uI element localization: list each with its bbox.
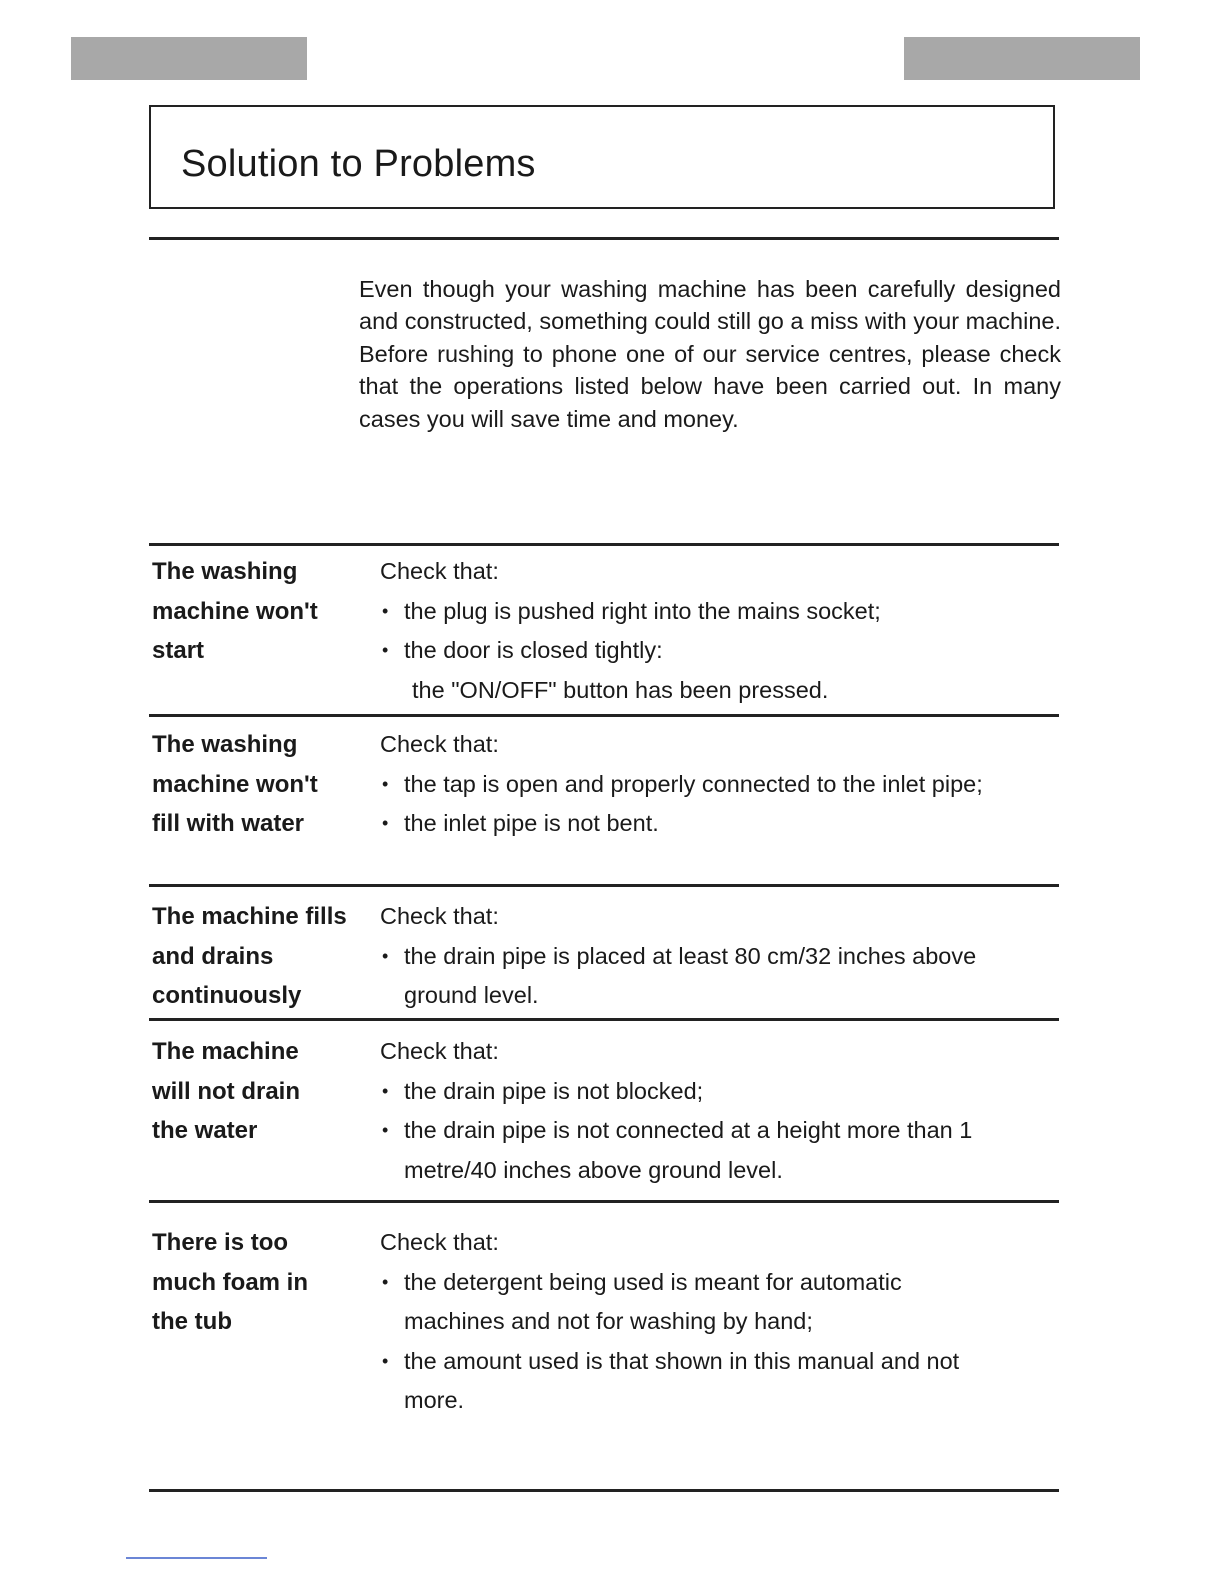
check-label: Check that:	[380, 1229, 499, 1255]
check-label: Check that:	[380, 558, 499, 584]
solution-block	[380, 1032, 1040, 1190]
divider	[149, 714, 1059, 717]
problem-title: The washing machine won't fill with water	[152, 731, 318, 837]
continuation-text: the "ON/OFF" button has been pressed.	[412, 676, 829, 703]
list-item: • the detergent being used is meant for automatic machines and not for washing by hand;	[380, 1263, 980, 1342]
problem-title: The machine will not drain the water	[152, 1038, 300, 1144]
bullet-icon: •	[382, 773, 389, 794]
check-label: Check that:	[380, 731, 499, 757]
divider	[149, 1018, 1059, 1021]
header-tab-right	[904, 37, 1140, 80]
check-list	[380, 1263, 980, 1421]
bullet-icon: •	[382, 640, 389, 660]
title-box	[149, 105, 1055, 209]
problem-title: The machine fills and drains continuously	[152, 903, 347, 1009]
divider	[149, 237, 1059, 240]
solution-block	[380, 725, 1040, 844]
list-item: • the drain pipe is placed at least 80 cm/32 inches above ground level.	[380, 937, 1040, 1016]
check-label: Check that:	[380, 1038, 499, 1064]
divider	[149, 543, 1059, 546]
bullet-icon: •	[382, 945, 389, 966]
check-list	[380, 1072, 1040, 1191]
check-list	[380, 765, 1040, 844]
problem-title: The washing machine won't start	[152, 558, 318, 664]
page-title: Solution to Problems	[181, 143, 536, 185]
list-item: • the drain pipe is not connected at a height more than 1 metre/40 inches above ground level.	[380, 1111, 1040, 1190]
intro-paragraph: Even though your washing machine has been carefully designed and constructed, something could still go a miss with your machine. Before rushing to phone one of our service centres, please check that the operations listed below have been carried out. In many cases you will save time and money.	[359, 275, 1061, 432]
bullet-icon: •	[382, 1080, 389, 1101]
bullet-icon: •	[382, 600, 389, 621]
list-item: • the plug is pushed right into the mains socket;	[380, 592, 1040, 632]
check-list	[380, 937, 1040, 1016]
solution-block	[380, 897, 1040, 1016]
problem-title: There is too much foam in the tub	[152, 1229, 309, 1335]
list-item: • the drain pipe is not blocked;	[380, 1072, 1040, 1112]
bullet-icon: •	[382, 813, 389, 833]
footer-underline	[126, 1557, 267, 1559]
bullet-icon: •	[382, 1350, 389, 1371]
divider	[149, 1489, 1059, 1492]
list-item: • the door is closed tightly:	[380, 631, 1040, 671]
check-label: Check that:	[380, 903, 499, 929]
list-item: • the amount used is that shown in this manual and not more.	[380, 1342, 980, 1421]
solution-block	[380, 1223, 980, 1421]
list-item: • the inlet pipe is not bent.	[380, 804, 1040, 844]
bullet-icon: •	[382, 1120, 389, 1140]
divider	[149, 884, 1059, 887]
list-item: • the tap is open and properly connected to the inlet pipe;	[380, 765, 1040, 805]
bullet-icon: •	[382, 1271, 389, 1292]
divider	[149, 1200, 1059, 1203]
solution-block	[380, 552, 1040, 710]
check-list	[380, 592, 1040, 671]
header-tab-left	[71, 37, 307, 80]
